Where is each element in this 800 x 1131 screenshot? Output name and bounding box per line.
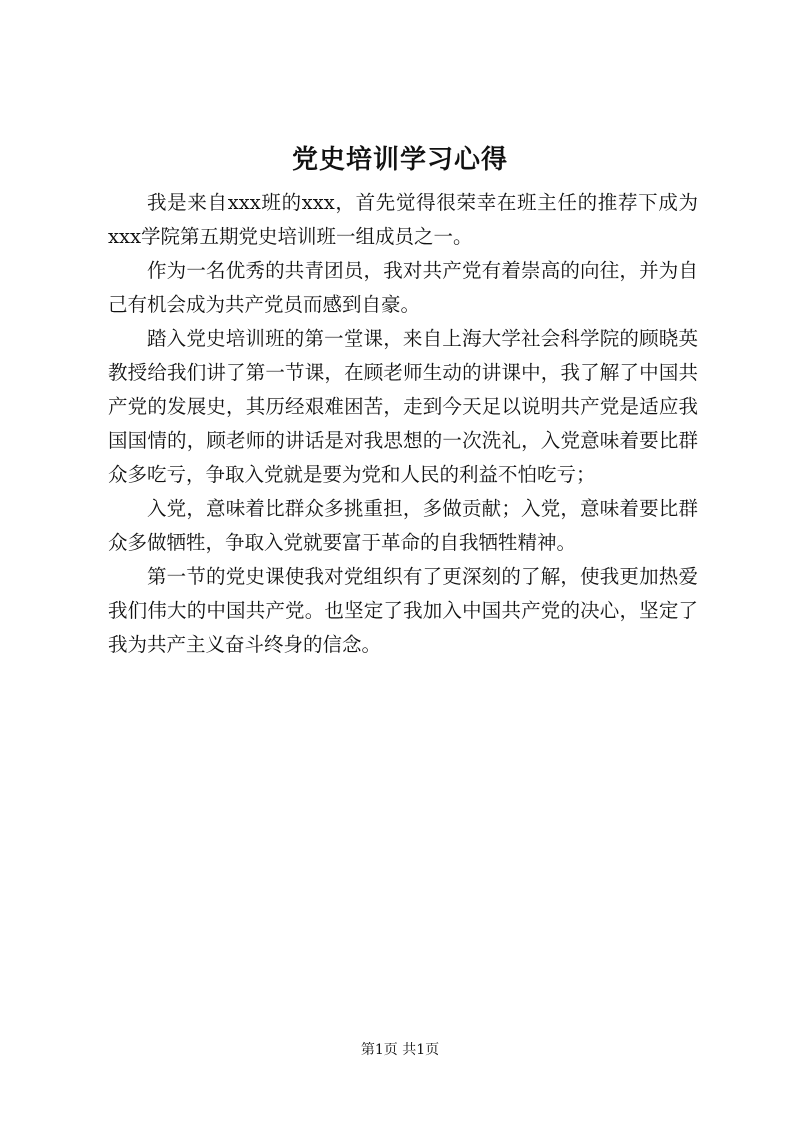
- paragraph-3: 踏入党史培训班的第一堂课，来自上海大学社会科学院的顾晓英教授给我们讲了第一节课，在顾老师生动的讲课中，我了解了中国共产党的发展史，其历经艰难困苦，走到今天足以说明共产党是适应我国国情的，顾老师的讲话是对我思想的一次洗礼，入党意味着要比群众多吃亏，争取入党就是要为党和人民的利益不怕吃亏；: [108, 327, 698, 486]
- paragraph-1: 我是来自xxx班的xxx，首先觉得很荣幸在班主任的推荐下成为xxx学院第五期党史培训班一组成员之一。: [108, 191, 698, 248]
- document-title: 党史培训学习心得: [291, 145, 508, 175]
- document-body: [108, 186, 698, 662]
- paragraph-4: 入党，意味着比群众多挑重担，多做贡献；入党，意味着要比群众多做牺牲，争取入党就要富于革命的自我牺牲精神。: [108, 497, 698, 554]
- paragraph-2: 作为一名优秀的共青团员，我对共产党有着崇高的向往，并为自己有机会成为共产党员而感到自豪。: [108, 259, 698, 316]
- paragraph-5: 第一节的党史课使我对党组织有了更深刻的了解，使我更加热爱我们伟大的中国共产党。也坚定了我加入中国共产党的决心，坚定了我为共产主义奋斗终身的信念。: [108, 565, 698, 656]
- page-footer: 第1页 共1页: [360, 1042, 440, 1058]
